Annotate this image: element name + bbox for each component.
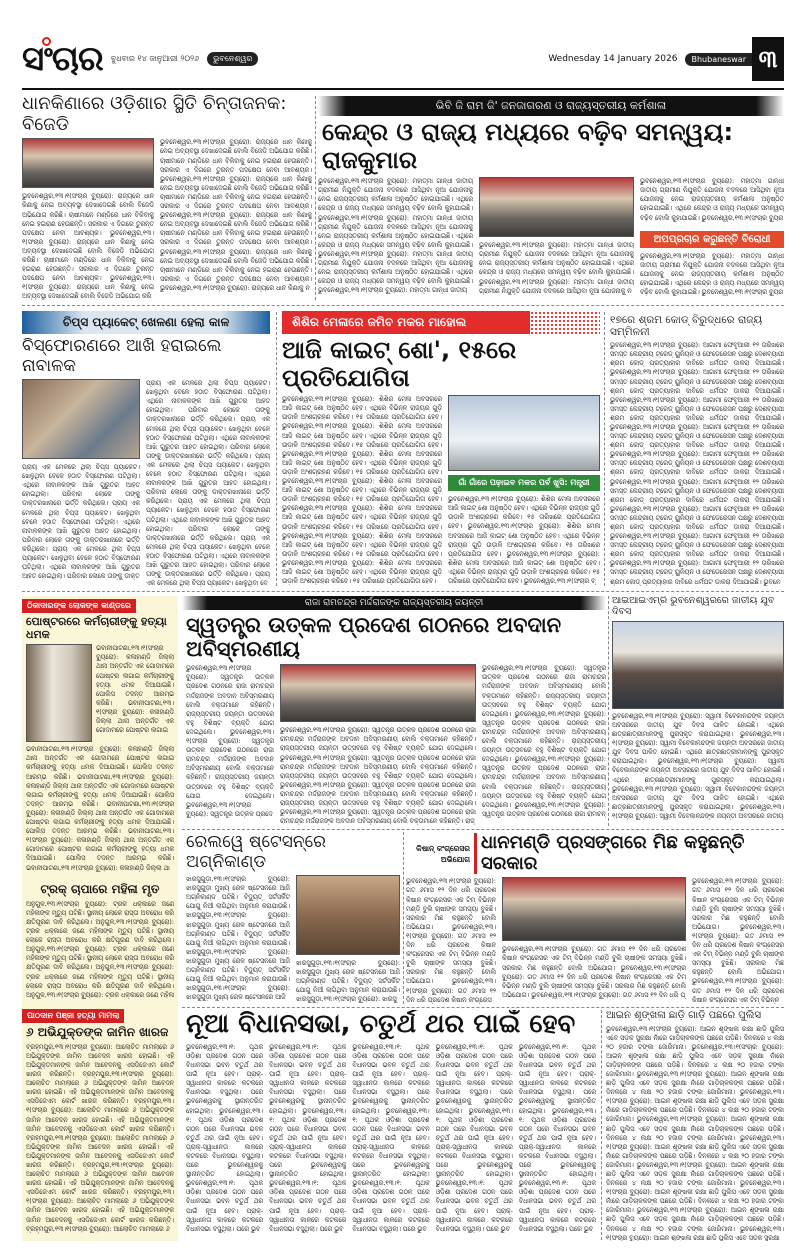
poster-photo-row	[26, 644, 174, 742]
column-divider	[315, 96, 316, 300]
body-assembly-2: ଭୁବନେଶ୍ୱର,୧୩।୧: ପୃଥକ ଓଡ଼ିଶା ପ୍ରଦେଶ ଗଠନ ପରେ ବିଧାନସଭା ଭବନ ଚତୁର୍ଥ ଥର ପାଇଁ ନୂଆ ହେବ। ପ୍ରାକ୍‌-ସ୍ୱାଧୀନତା କାଳରେ କଟକରେ ବିଧାନସଭା ବସୁଥିଲା। ପରେ ଭୁବନେଶ୍ୱରକୁ ସ୍ଥାନାନ୍ତରିତ ହୋଇଥିଲା। ଭୁବନେଶ୍ୱର,୧୩।୧: ପୃଥକ ଓଡ଼ିଶା ପ୍ରଦେଶ ଗଠନ ପରେ ବିଧାନସଭା ଭବନ ଚତୁର୍ଥ ଥର ପାଇଁ ନୂଆ ହେବ। ପ୍ରାକ୍‌-ସ୍ୱାଧୀନତା କାଳରେ କଟକରେ ବିଧାନସଭା ବସୁଥିଲା। ପରେ ଭୁବନେଶ୍ୱରକୁ ସ୍ଥାନାନ୍ତରିତ ହୋଇଥିଲା। ଭୁବନେଶ୍ୱର,୧୩।୧: ପୃଥକ ଓଡ଼ିଶା ପ୍ରଦେଶ ଗଠନ ପରେ ବିଧାନସଭା ଭବନ ଚତୁର୍ଥ ଥର ପାଇଁ ନୂଆ ହେବ। ପ୍ରାକ୍‌-ସ୍ୱାଧୀନତା କାଳରେ କଟକରେ ବିଧାନସଭା ବସୁଥିଲା। ପରେ ଭୁବ	[269, 1043, 347, 1233]
photo-kites	[448, 395, 600, 471]
bjd-col-1	[22, 138, 154, 300]
chips-col-1	[22, 379, 140, 587]
masthead-rule	[22, 88, 784, 90]
headline-bjd: ଧାନକିଣାରେ ଓଡ଼ିଶାର ସ୍ଥିତି ଚିନ୍ତାଜନକ: ବିଜେଡି	[22, 94, 287, 135]
kite-columns	[282, 395, 600, 587]
body-truck: ଅନୁଗୁଳ,୧୩।୧(ସଂଚାର ବ୍ୟୁରୋ): ଟ୍ରକ ଧକ୍କାରେ ଜଣେ ମହିଳାଙ୍କ ମୃତ୍ୟୁ ଘଟିଛି। ସ୍ଥାନୀୟ ଲୋକେ ରାସ୍ତା ଅବରୋଧ କରି କ୍ଷତିପୂରଣ ଦାବି କରିଥିଲେ। ଅନୁଗୁଳ,୧୩।୧(ସଂଚାର ବ୍ୟୁରୋ): ଟ୍ରକ ଧକ୍କାରେ ଜଣେ ମହିଳାଙ୍କ ମୃତ୍ୟୁ ଘଟିଛି। ସ୍ଥାନୀୟ ଲୋକେ ରାସ୍ତା ଅବରୋଧ କରି କ୍ଷତିପୂରଣ ଦାବି କରିଥିଲେ। ଅନୁଗୁଳ,୧୩।୧(ସଂଚାର ବ୍ୟୁରୋ): ଟ୍ରକ ଧକ୍କାରେ ଜଣେ ମହିଳାଙ୍କ ମୃତ୍ୟୁ ଘଟିଛି। ସ୍ଥାନୀୟ ଲୋକେ ରାସ୍ତା ଅବରୋଧ କରି କ୍ଷତିପୂରଣ ଦାବି କରିଥିଲେ। ଅନୁଗୁଳ,୧୩।୧(ସଂଚାର ବ୍ୟୁରୋ): ଟ୍ରକ ଧକ୍କାରେ ଜଣେ ମହିଳାଙ୍କ ମୃତ୍ୟୁ ଘଟିଛି। ସ୍ଥାନୀୟ ଲୋକେ ରାସ୍ତା ଅବରୋଧ କରି କ୍ଷତିପୂରଣ ଦାବି କରିଥିଲେ। ଅନୁଗୁଳ,୧୩।୧(ସଂଚାର ବ୍ୟୁରୋ): ଟ୍ରକ ଧକ୍କାରେ ଜଣେ ମହିଳା	[26, 900, 174, 999]
body-paddy-1: ଭୁବନେଶ୍ୱର,୧୩।୧(ସଂଚାର ବ୍ୟୁରୋ): ଗତ ୬ମାସ ୧୨ ଦିନ ଧରି ପ୍ରଦେଶ କିଷାନ କଂଗ୍ରେସର ଏକ ଟିମ୍ ବିଭିନ୍ନ ମଣ୍ଡି ବୁଲି ଚାଷୀଙ୍କ ସମସ୍ୟା ବୁଝିଛି। ସରକାର ମିଛ କହୁଛନ୍ତି ବୋଲି ଅଭିଯୋଗ। ଭୁବନେଶ୍ୱର,୧୩।୧(ସଂଚାର ବ୍ୟୁରୋ): ଗତ ୬ମାସ ୧୨ ଦିନ ଧରି ପ୍ରଦେଶ କିଷାନ କଂଗ୍ରେସର ଏକ ଟିମ୍ ବିଭିନ୍ନ ମଣ୍ଡି ବୁଲି ଚାଷୀଙ୍କ ସମସ୍ୟା ବୁଝିଛି। ସରକାର ମିଛ କହୁଛନ୍ତି ବୋଲି ଅଭିଯୋଗ। ଭୁବନେଶ୍ୱର,୧୩।୧(ସଂଚାର ବ୍ୟୁରୋ): ଗତ ୬ମାସ ୧୨ ଦିନ ଧରି ପ୍ରଦେଶ କିଷାନ କଂଗ୍ରେସ	[406, 878, 496, 1004]
column-divider	[276, 312, 277, 586]
article-mardaraj	[182, 596, 606, 826]
body-mardaraj-3: ଭୁବନେଶ୍ୱର,୧୩।୧(ସଂଚାର ବ୍ୟୁରୋ): ସ୍ୱତନ୍ତ୍ର ଉତ୍କଳ ପ୍ରଦେଶ ଗଠନରେ ରାଜା ରାମଚନ୍ଦ୍ର ମର୍ଦ୍ଦରାଜଙ୍କ ଅବଦାନ ଅବିସ୍ମରଣୀୟ ବୋଲି ବକ୍ତାମାନେ କହିଛନ୍ତି। ରାଜ୍ୟସ୍ତରୀୟ ଜୟନ୍ତୀ ଉତ୍ସବରେ ବହୁ ବିଶିଷ୍ଟ ବ୍ୟକ୍ତି ଯୋଗ ଦେଇଥିଲେ। ଭୁବନେଶ୍ୱର,୧୩।୧(ସଂଚାର ବ୍ୟୁରୋ): ସ୍ୱତନ୍ତ୍ର ଉତ୍କଳ ପ୍ରଦେଶ ଗଠନରେ ରାଜା ରାମଚନ୍ଦ୍ର ମର୍ଦ୍ଦରାଜଙ୍କ ଅବଦାନ ଅବିସ୍ମରଣୀୟ ବୋଲି ବକ୍ତାମାନେ କହିଛନ୍ତି। ରାଜ୍ୟସ୍ତରୀୟ ଜୟନ୍ତୀ ଉତ୍ସବରେ ବହୁ ବିଶିଷ୍ଟ ବ୍ୟକ୍ତି ଯୋଗ ଦେଇଥିଲେ। ଭୁବନେଶ୍ୱର,୧୩।୧(ସଂଚାର ବ୍ୟୁରୋ): ସ୍ୱତନ୍ତ୍ର ଉତ୍କଳ ପ୍ରଦେଶ ଗଠନରେ ରାଜା ରାମଚନ୍ଦ୍ର ମର୍ଦ୍ଦରାଜଙ୍କ ଅବଦାନ ଅବିସ୍ମରଣୀୟ ବୋଲି ବକ୍ତାମାନେ କହିଛନ୍ତି। ରାଜ୍ୟସ୍ତରୀୟ ଜୟନ୍ତୀ ଉତ୍ସବରେ ବହୁ ବିଶିଷ୍ଟ ବ୍ୟକ୍ତି ଯୋଗ ଦେଇଥିଲେ। ଭୁବନେଶ୍ୱର,୧୩।୧(ସଂଚାର ବ୍ୟୁରୋ): ସ୍ୱତନ୍ତ୍ର ଉତ୍କଳ ପ୍ରଦେଶ ଗଠନରେ ରାଜା ରାମଚନ୍ଦ୍ର ମର୍ଦ୍ଦରାଜଙ୍କ ଅବଦାନ ଅବିସ୍ମରଣୀୟ ବୋଲି ବକ୍ତାମାନେ କହିଛନ୍ତି। ରାଜ୍	[280, 727, 476, 826]
mardaraj-columns	[182, 664, 606, 826]
headline-chips: ବିସ୍ଫୋରଣରେ ଆଖି ହରାଇଲେ ନାବାଳକ	[22, 336, 222, 376]
mardaraj-col-2	[280, 664, 476, 826]
assembly-columns	[186, 1043, 596, 1241]
body-fire-1: ଝାରସୁଗୁଡ଼ା,୧୩।୧(ସଂଚାର ବ୍ୟୁରୋ): ଝାରସୁଗୁଡ଼ା ମୁଖ୍ୟ ରେଳ ଷ୍ଟେସନରେ ଆଜି ଅଗ୍ନିକାଣ୍ଡ ଘଟିଛି। ବିଦ୍ୟୁତ୍ ସର୍ଟସର୍କିଟ ଯୋଗୁ ନିଆଁ ଲାଗିଥିବା ଅନୁମାନ କରାଯାଉଛି। ଝାରସୁଗୁଡ଼ା,୧୩।୧(ସଂଚାର ବ୍ୟୁରୋ): ଝାରସୁଗୁଡ଼ା ମୁଖ୍ୟ ରେଳ ଷ୍ଟେସନରେ ଆଜି ଅଗ୍ନିକାଣ୍ଡ ଘଟିଛି। ବିଦ୍ୟୁତ୍ ସର୍ଟସର୍କିଟ ଯୋଗୁ ନିଆଁ ଲାଗିଥିବା ଅନୁମାନ କରାଯାଉଛି। ଝାରସୁଗୁଡ଼ା,୧୩।୧(ସଂଚାର ବ୍ୟୁରୋ): ଝାରସୁଗୁଡ଼ା ମୁଖ୍ୟ ରେଳ ଷ୍ଟେସନରେ ଆଜି ଅଗ୍ନିକାଣ୍ଡ ଘଟିଛି। ବିଦ୍ୟୁତ୍ ସର୍ଟସର୍କିଟ ଯୋଗୁ ନିଆଁ ଲାଗିଥିବା ଅନୁମାନ କରାଯାଉଛି। ଝାରସୁଗୁଡ଼ା,୧୩।୧(ସଂଚାର ବ୍ୟୁରୋ): ଝାରସୁଗୁଡ଼ା ମୁଖ୍ୟ ରେଳ ଷ୍ଟେସନରେ ଆଜି	[186, 876, 290, 1002]
body-bjd-top: ଭୁବନେଶ୍ୱର,୧୩।୧(ସଂଚାର ବ୍ୟୁରୋ): ରାଜ୍ୟରେ ଧାନ କିଣାକୁ ନେଇ ଅବ୍ୟବସ୍ଥା ଦେଖାଦେଇଛି ବୋଲି ବିଜେଡି ଅଭିଯୋଗ କରିଛି। ଚାଷୀମାନେ ମଣ୍ଡିରେ ଧାନ ବିକିବାକୁ ନେଇ ହଇରାଣ ହେଉଛନ୍ତି। ସରକାର ଏ ଦିଗରେ ତୁରନ୍ତ ପଦକ୍ଷେପ ନେବା ଆବଶ୍ୟକ। ଭୁବନେଶ୍ୱର,୧୩।୧(ସଂଚାର ବ୍ୟୁରୋ): ରାଜ୍ୟରେ ଧାନ କିଣାକୁ ନେଇ ଅବ୍ୟବସ୍ଥା ଦେଖାଦେଇଛି ବୋଲି ବିଜେଡି ଅଭିଯୋଗ କରିଛି। ଚାଷୀମାନେ ମଣ୍ଡିରେ ଧାନ ବିକିବାକୁ ନେଇ ହଇରାଣ ହେଉଛନ୍ତି। ସରକାର ଏ ଦିଗରେ ତୁରନ୍ତ ପଦକ୍ଷେପ ନେବା ଆବଶ୍ୟକ। ଭୁବନେଶ୍ୱର,୧୩।୧(ସଂଚାର ବ୍ୟୁରୋ): ରାଜ୍ୟରେ ଧାନ କିଣାକୁ ନେଇ ଅବ୍ୟବସ୍ଥା ଦେଖାଦେଇଛି ବୋଲି ବିଜେଡି ଅଭିଯୋଗ କରିଛି। ଚାଷୀମାନେ ମଣ୍ଡିରେ ଧାନ ବିକିବାକୁ ନେଇ ହଇରାଣ ହେଉଛନ୍ତି। ସରକାର ଏ ଦିଗରେ ତୁରନ୍ତ ପଦକ୍ଷେପ ନେବା ଆବଶ୍ୟକ। ଭୁବନେଶ୍ୱର,୧୩।୧(ସଂଚାର ବ୍ୟୁରୋ): ରାଜ୍ୟରେ ଧାନ କିଣାକୁ ନେଇ ଅବ୍ୟବସ୍ଥା ଦେଖାଦେଇଛି ବୋଲି ବିଜେଡି ଅଭିଯୋଗ କରିଛି। ଚାଷୀମାନେ ମଣ୍ଡିରେ ଧାନ ବିକିବାକୁ ନେଇ ହଇରାଣ ହେଉଛନ୍ତି। ସରକାର ଏ ଦିଗରେ ତୁରନ୍ତ ପଦକ୍ଷେପ ନେବା ଆବଶ୍ୟକ। ଭୁବନେଶ୍ୱର,୧୩।୧(ସଂଚାର ବ୍ୟୁରୋ): ରାଜ୍ୟରେ ଧାନ କିଣାକୁ ନ	[160, 139, 312, 292]
chips-col-2	[146, 379, 270, 587]
kicker-rajkumar: ଭିବି ଜି ରାମ ଜି' ଜନଜାଗରଣ ଓ ରାଜ୍ୟସ୍ତରୀୟ କର୍ମଶାଳା	[318, 96, 784, 116]
headline-mardaraj: ସ୍ୱତନ୍ତ୍ର ଉତ୍କଳ ପ୍ରଦେଶ ଗଠନରେ ଅବଦାନ ଅବିସ୍ମରଣୀୟ	[186, 613, 562, 662]
body-poster: ଭବାନୀପାଟଣା,୧୩।୧(ସଂଚାର ବ୍ୟୁରୋ): କଳାହାଣ୍ଡି ଜିଲ୍ଲା ଥାନା ଅନ୍ତର୍ଗତ ଏକ ଗୋଦାମରେ ପୋଷ୍ଟର ଲଗାଇ କର୍ମଚାରୀଙ୍କୁ ହତ୍ୟା ଧମକ ଦିଆଯାଇଛି। ପୋଲିସ ତଦନ୍ତ ଆରମ୍ଭ କରିଛି। ଭବାନୀପାଟଣା,୧୩।୧(ସଂଚାର ବ୍ୟୁରୋ): କଳାହାଣ୍ଡି ଜିଲ୍ଲା ଥାନା ଅନ୍ତର୍ଗତ ଏକ ଗୋଦାମରେ ପୋଷ୍ଟର ଲଗାଇ କର୍ମଚାରୀଙ୍କୁ ହତ୍ୟା ଧମକ ଦିଆଯାଇଛି। ପୋଲିସ ତଦନ୍ତ ଆରମ୍ଭ କରିଛି। ଭବାନୀପାଟଣା,୧୩।୧(ସଂଚାର ବ୍ୟୁରୋ): କଳାହାଣ୍ଡି ଜିଲ୍ଲା ଥାନା ଅନ୍ତର୍ଗତ ଏକ ଗୋଦାମରେ ପୋଷ୍ଟର ଲଗାଇ କର୍ମଚାରୀଙ୍କୁ ହତ୍ୟା ଧମକ ଦିଆଯାଇଛି। ପୋଲିସ ତଦନ୍ତ ଆରମ୍ଭ କରିଛି। ଭବାନୀପାଟଣା,୧୩।୧(ସଂଚାର ବ୍ୟୁରୋ): କଳାହାଣ୍ଡି ଜିଲ୍ଲା ଥାନା ଅନ୍ତର୍ଗତ ଏକ ଗୋଦାମରେ ପୋଷ୍ଟର ଲଗାଇ କର୍ମଚାରୀଙ୍କୁ ହତ୍ୟା ଧମକ ଦିଆଯାଇଛି। ପୋଲିସ ତଦନ୍ତ ଆରମ୍ଭ କରିଛି। ଭବାନୀପାଟଣା,୧୩।୧(ସଂଚାର ବ୍ୟୁରୋ): କଳାହାଣ୍ଡି ଜିଲ୍ଲା ଥା	[26, 746, 174, 872]
photo-station-fire	[296, 875, 400, 955]
date-english: Wednesday 14 January 2026	[548, 54, 678, 64]
column-divider	[403, 832, 404, 1004]
chips-columns	[22, 379, 270, 587]
body-rajkumar-1: ଭୁବନେଶ୍ୱର,୧୩।୧(ସଂଚାର ବ୍ୟୁରୋ): ମହାତ୍ମା ଗାନ୍ଧୀ ଜାତୀୟ ଗ୍ରାମୀଣ ନିଯୁକ୍ତି ଯୋଜନା ବଦଳରେ ଆସିଥିବା ନୂଆ ଯୋଜନାକୁ ନେଇ ରାଜ୍ୟସ୍ତରୀୟ କର୍ମଶାଳା ଅନୁଷ୍ଠିତ ହୋଇଯାଇଛି। ଏଥିରେ କେନ୍ଦ୍ର ଓ ରାଜ୍ୟ ମଧ୍ୟରେ ସମନ୍ୱୟ ବଢ଼ିବ ବୋଲି କୁହାଯାଇଛି। ଭୁବନେଶ୍ୱର,୧୩।୧(ସଂଚାର ବ୍ୟୁରୋ): ମହାତ୍ମା ଗାନ୍ଧୀ ଜାତୀୟ ଗ୍ରାମୀଣ ନିଯୁକ୍ତି ଯୋଜନା ବଦଳରେ ଆସିଥିବା ନୂଆ ଯୋଜନାକୁ ନେଇ ରାଜ୍ୟସ୍ତରୀୟ କର୍ମଶାଳା ଅନୁଷ୍ଠିତ ହୋଇଯାଇଛି। ଏଥିରେ କେନ୍ଦ୍ର ଓ ରାଜ୍ୟ ମଧ୍ୟରେ ସମନ୍ୱୟ ବଢ଼ିବ ବୋଲି କୁହାଯାଇଛି। ଭୁବନେଶ୍ୱର,୧୩।୧(ସଂଚାର ବ୍ୟୁରୋ): ମହାତ୍ମା ଗାନ୍ଧୀ ଜାତୀୟ ଗ୍ରାମୀଣ ନିଯୁକ୍ତି ଯୋଜନା ବଦଳରେ ଆସିଥିବା ନୂଆ ଯୋଜନାକୁ ନେଇ ରାଜ୍ୟସ୍ତରୀୟ କର୍ମଶାଳା ଅନୁଷ୍ଠିତ ହୋଇଯାଇଛି। ଏଥିରେ କେନ୍ଦ୍ର ଓ ରାଜ୍ୟ ମଧ୍ୟରେ ସମନ୍ୱୟ ବଢ଼ିବ ବୋଲି କୁହାଯାଇଛି। ଭୁବନେଶ୍ୱର,୧୩।୧(ସଂଚାର ବ୍ୟୁରୋ): ମହାତ୍ମା ଗାନ୍ଧୀ ଜାତୀୟ	[318, 178, 473, 295]
fire-columns	[186, 875, 400, 1005]
newspaper-logo	[22, 39, 103, 79]
article-chips	[22, 311, 270, 587]
body-labour: ଭୁବନେଶ୍ୱର,୧୩।୧(ସଂଚାର ବ୍ୟୁରୋ): ଆଗାମୀ ଫେବୃଆରୀ ୧୨ ତାରିଖରେ ସମସ୍ତ କେନ୍ଦ୍ରୀୟ ଟ୍ରେଡ୍ ୟୁନିୟନ ଓ ଫେଡେରେସନ ପକ୍ଷରୁ ଦେଶବ୍ୟାପୀ ଶ୍ରମ କୋଡ୍ ପ୍ରତ୍ୟାହାର ଦାବିରେ ଧର୍ମଘଟ ଡାକରା ଦିଆଯାଇଛି। ଭୁବନେଶ୍ୱର,୧୩।୧(ସଂଚାର ବ୍ୟୁରୋ): ଆଗାମୀ ଫେବୃଆରୀ ୧୨ ତାରିଖରେ ସମସ୍ତ କେନ୍ଦ୍ରୀୟ ଟ୍ରେଡ୍ ୟୁନିୟନ ଓ ଫେଡେରେସନ ପକ୍ଷରୁ ଦେଶବ୍ୟାପୀ ଶ୍ରମ କୋଡ୍ ପ୍ରତ୍ୟାହାର ଦାବିରେ ଧର୍ମଘଟ ଡାକରା ଦିଆଯାଇଛି। ଭୁବନେଶ୍ୱର,୧୩।୧(ସଂଚାର ବ୍ୟୁରୋ): ଆଗାମୀ ଫେବୃଆରୀ ୧୨ ତାରିଖରେ ସମସ୍ତ କେନ୍ଦ୍ରୀୟ ଟ୍ରେଡ୍ ୟୁନିୟନ ଓ ଫେଡେରେସନ ପକ୍ଷରୁ ଦେଶବ୍ୟାପୀ ଶ୍ରମ କୋଡ୍ ପ୍ରତ୍ୟାହାର ଦାବିରେ ଧର୍ମଘଟ ଡାକରା ଦିଆଯାଇଛି। ଭୁବନେଶ୍ୱର,୧୩।୧(ସଂଚାର ବ୍ୟୁରୋ): ଆଗାମୀ ଫେବୃଆରୀ ୧୨ ତାରିଖରେ ସମସ୍ତ କେନ୍ଦ୍ରୀୟ ଟ୍ରେଡ୍ ୟୁନିୟନ ଓ ଫେଡେରେସନ ପକ୍ଷରୁ ଦେଶବ୍ୟାପୀ ଶ୍ରମ କୋଡ୍ ପ୍ରତ୍ୟାହାର ଦାବିରେ ଧର୍ମଘଟ ଡାକରା ଦିଆଯାଇଛି। ଭୁବନେଶ୍ୱର,୧୩।୧(ସଂଚାର ବ୍ୟୁରୋ): ଆଗାମୀ ଫେବୃଆରୀ ୧୨ ତାରିଖରେ ସମସ୍ତ କେନ୍ଦ୍ରୀୟ ଟ୍ରେଡ୍ ୟୁନିୟନ ଓ ଫେଡେରେସନ ପକ୍ଷରୁ ଦେଶବ୍ୟାପୀ ଶ୍ରମ କୋଡ୍ ପ୍ରତ୍ୟାହାର ଦାବିରେ ଧର୍ମଘଟ ଡାକରା ଦିଆଯାଇଛି। ଭୁବନେଶ୍ୱର,୧୩।୧(ସଂଚାର ବ୍ୟୁରୋ): ଆଗାମୀ ଫେବୃଆରୀ ୧୨ ତାରିଖରେ ସମସ୍ତ କେନ୍ଦ୍ରୀୟ ଟ୍ରେଡ୍ ୟୁନିୟନ ଓ ଫେଡେରେସନ ପକ୍ଷରୁ ଦେଶବ୍ୟାପୀ ଶ୍ରମ କୋଡ୍ ପ୍ରତ୍ୟାହାର ଦାବିରେ ଧର୍ମଘଟ ଡାକରା ଦିଆଯାଇଛି। ଭୁବନେଶ୍ୱର,୧୩।୧(ସଂଚାର ବ୍ୟୁରୋ): ଆଗାମୀ ଫେବୃଆରୀ ୧୨ ତାରିଖରେ ସମସ୍ତ କେନ୍ଦ୍ରୀୟ ଟ୍ରେଡ୍ ୟୁନିୟନ ଓ ଫେଡେରେସନ ପକ୍ଷରୁ ଦେଶବ୍ୟାପୀ ଶ୍ରମ କୋଡ୍ ପ୍ରତ୍ୟାହାର ଦାବିରେ ଧର୍ମଘଟ ଡାକରା ଦିଆଯାଇଛି। ଭୁବନେଶ୍ୱର,୧୩।୧(ସଂଚାର ବ୍ୟୁରୋ): ଆଗାମୀ ଫେବୃଆରୀ ୧୨ ତାରିଖରେ ସମସ୍ତ କେନ୍ଦ୍ରୀୟ ଟ୍ରେଡ୍ ୟୁନିୟନ ଓ ଫେଡେରେସନ ପକ୍ଷରୁ ଦେଶବ୍ୟାପୀ ଶ୍ରମ କୋଡ୍ ପ୍ରତ୍ୟାହାର ଦାବିରେ ଧର୍ମଘଟ ଡାକରା ଦିଆଯାଇଛି। ଭୁବନେଶ୍ୱର,୧୩।୧(ସଂଚାର ବ୍ୟୁରୋ): ଆଗାମୀ ଫେବୃଆରୀ ୧୨ ତାରିଖରେ ସମସ୍ତ କେନ୍ଦ୍ରୀୟ ଟ୍ରେଡ୍ ୟୁନିୟନ ଓ ଫେଡେରେସନ ପକ୍ଷରୁ ଦେଶବ୍ୟାପୀ ଶ୍ରମ କୋଡ୍ ପ୍ରତ୍ୟାହାର ଦାବିରେ ଧର୍ମଘଟ ଡାକରା ଦିଆଯାଇଛି। ଭୁବନେ	[610, 342, 784, 586]
body-kite-1: ଭୁବନେଶ୍ୱର,୧୩।୧(ସଂଚାର ବ୍ୟୁରୋ): ଶିଶିର ମେଳା ଅବସରରେ ଆଜି କାଇଟ୍ ଶୋ ଅନୁଷ୍ଠିତ ହେବ। ଏଥିରେ ବିଭିନ୍ନ ରାଜ୍ୟର ଗୁଡ଼ି ଉଡ଼ାଳି ଅଂଶଗ୍ରହଣ କରିବେ। ୧୫ ତାରିଖରେ ପ୍ରତିଯୋଗିତା ହେବ। ଭୁବନେଶ୍ୱର,୧୩।୧(ସଂଚାର ବ୍ୟୁରୋ): ଶିଶିର ମେଳା ଅବସରରେ ଆଜି କାଇଟ୍ ଶୋ ଅନୁଷ୍ଠିତ ହେବ। ଏଥିରେ ବିଭିନ୍ନ ରାଜ୍ୟର ଗୁଡ଼ି ଉଡ଼ାଳି ଅଂଶଗ୍ରହଣ କରିବେ। ୧୫ ତାରିଖରେ ପ୍ରତିଯୋଗିତା ହେବ। ଭୁବନେଶ୍ୱର,୧୩।୧(ସଂଚାର ବ୍ୟୁରୋ): ଶିଶିର ମେଳା ଅବସରରେ ଆଜି କାଇଟ୍ ଶୋ ଅନୁଷ୍ଠିତ ହେବ। ଏଥିରେ ବିଭିନ୍ନ ରାଜ୍ୟର ଗୁଡ଼ି ଉଡ଼ାଳି ଅଂଶଗ୍ରହଣ କରିବେ। ୧୫ ତାରିଖରେ ପ୍ରତିଯୋଗିତା ହେବ। ଭୁବନେଶ୍ୱର,୧୩।୧(ସଂଚାର ବ୍ୟୁରୋ): ଶିଶିର ମେଳା ଅବସରରେ ଆଜି କାଇଟ୍ ଶୋ ଅନୁଷ୍ଠିତ ହେବ। ଏଥିରେ ବିଭିନ୍ନ ରାଜ୍ୟର ଗୁଡ଼ି ଉଡ଼ାଳି ଅଂଶଗ୍ରହଣ କରିବେ। ୧୫ ତାରିଖରେ ପ୍ରତିଯୋଗିତା ହେବ। ଭୁବନେଶ୍ୱର,୧୩।୧(ସଂଚାର ବ୍ୟୁରୋ): ଶିଶିର ମେଳା ଅବସରରେ ଆଜି କାଇଟ୍ ଶୋ ଅନୁଷ୍ଠିତ ହେବ। ଏଥିରେ ବିଭିନ୍ନ ରାଜ୍ୟର ଗୁଡ଼ି ଉଡ଼ାଳି ଅଂଶଗ୍ରହଣ କରିବେ। ୧୫ ତାରିଖରେ ପ୍ରତିଯୋଗିତା ହେବ। ଭୁବନେଶ୍ୱର,୧୩।୧(ସଂଚାର ବ୍ୟୁରୋ): ଶିଶିର ମେଳା ଅବସରରେ ଆଜି କାଇଟ୍ ଶୋ ଅନୁଷ୍ଠିତ ହେବ। ଏଥିରେ ବିଭିନ୍ନ ରାଜ୍ୟର ଗୁଡ଼ି ଉଡ଼ାଳି ଅଂଶଗ୍ରହଣ କରିବେ। ୧୫ ତାରିଖରେ ପ୍ରତିଯୋଗିତା ହେବ। ଭୁବନେଶ୍ୱର,୧୩।୧(ସଂଚାର ବ୍ୟୁରୋ): ଶିଶିର ମେଳା ଅବସରରେ ଆଜି କାଇଟ୍ ଶୋ ଅନୁଷ୍ଠିତ ହେବ। ଏଥିରେ ବିଭିନ୍ନ ରାଜ୍ୟର ଗୁଡ଼ି ଉଡ଼ାଳି ଅଂଶଗ୍ରହଣ କରିବେ। ୧୫ ତାରିଖରେ ପ୍ରତିଯୋଗିତା ହେବ।	[282, 396, 442, 586]
tag-bar	[474, 833, 477, 874]
article-fire	[186, 833, 400, 1005]
article-poster	[22, 596, 178, 880]
headline-assembly: ନୂଆ ବିଧାନସଭା, ଚତୁର୍ଥ ଥର ପାଇଁ ହେବ	[186, 1010, 576, 1039]
body-iim: ଭୁବନେଶ୍ୱର,୧୩।୧(ସଂଚାର ବ୍ୟୁରୋ): ସ୍ୱାମୀ ବିବେକାନନ୍ଦଙ୍କ ଜୟନ୍ତୀ ଅବସରରେ ଜାତୀୟ ଯୁବ ଦିବସ ପାଳିତ ହୋଇଛି। ଏଥିରେ ଛାତ୍ରଛାତ୍ରୀମାନଙ୍କୁ ପୁରସ୍କୃତ କରାଯାଇଥିଲା। ଭୁବନେଶ୍ୱର,୧୩।୧(ସଂଚାର ବ୍ୟୁରୋ): ସ୍ୱାମୀ ବିବେକାନନ୍ଦଙ୍କ ଜୟନ୍ତୀ ଅବସରରେ ଜାତୀୟ ଯୁବ ଦିବସ ପାଳିତ ହୋଇଛି। ଏଥିରେ ଛାତ୍ରଛାତ୍ରୀମାନଙ୍କୁ ପୁରସ୍କୃତ କରାଯାଇଥିଲା। ଭୁବନେଶ୍ୱର,୧୩।୧(ସଂଚାର ବ୍ୟୁରୋ): ସ୍ୱାମୀ ବିବେକାନନ୍ଦଙ୍କ ଜୟନ୍ତୀ ଅବସରରେ ଜାତୀୟ ଯୁବ ଦିବସ ପାଳିତ ହୋଇଛି। ଏଥିରେ ଛାତ୍ରଛାତ୍ରୀମାନଙ୍କୁ ପୁରସ୍କୃତ କରାଯାଇଥିଲା। ଭୁବନେଶ୍ୱର,୧୩।୧(ସଂଚାର ବ୍ୟୁରୋ): ସ୍ୱାମୀ ବିବେକାନନ୍ଦଙ୍କ ଜୟନ୍ତୀ ଅବସରରେ ଜାତୀୟ ଯୁବ ଦିବସ ପାଳିତ ହୋଇଛି। ଏଥିରେ ଛାତ୍ରଛାତ୍ରୀମାନଙ୍କୁ ପୁରସ୍କୃତ କରାଯାଇଥିଲା। ଭୁବନେଶ୍ୱର,୧୩।୧(ସଂଚାର ବ୍ୟୁରୋ): ସ୍ୱାମୀ ବିବେକାନନ୍ଦଙ୍କ ଜୟନ୍ତୀ ଅବସରରେ ଜାତୀୟ	[612, 712, 784, 820]
body-rajkumar-2: ଭୁବନେଶ୍ୱର,୧୩।୧(ସଂଚାର ବ୍ୟୁରୋ): ମହାତ୍ମା ଗାନ୍ଧୀ ଜାତୀୟ ଗ୍ରାମୀଣ ନିଯୁକ୍ତି ଯୋଜନା ବଦଳରେ ଆସିଥିବା ନୂଆ ଯୋଜନାକୁ ନେଇ ରାଜ୍ୟସ୍ତରୀୟ କର୍ମଶାଳା ଅନୁଷ୍ଠିତ ହୋଇଯାଇଛି। ଏଥିରେ କେନ୍ଦ୍ର ଓ ରାଜ୍ୟ ମଧ୍ୟରେ ସମନ୍ୱୟ ବଢ଼ିବ ବୋଲି କୁହାଯାଇଛି। ଭୁବନେଶ୍ୱର,୧୩।୧(ସଂଚାର ବ୍ୟୁରୋ): ମହାତ୍ମା ଗାନ୍ଧୀ ଜାତୀୟ ଗ୍ରାମୀଣ ନିଯୁକ୍ତି ଯୋଜନା ବଦଳରେ ଆସିଥିବା ନୂଆ ଯୋଜନାକୁ ନ	[479, 242, 634, 295]
kicker-dot-pattern	[530, 311, 600, 334]
kicker-kite: ଶିଶିର ମେଳାରେ ଜମିବ ମକର ମାହୋଲ	[282, 311, 530, 334]
rajkumar-col-3	[640, 177, 784, 302]
fire-col-2	[296, 875, 400, 1005]
article-bjd	[22, 94, 312, 300]
body-poster-top: ଭବାନୀପାଟଣା,୧୩।୧(ସଂଚାର ବ୍ୟୁରୋ): କଳାହାଣ୍ଡି ଜିଲ୍ଲା ଥାନା ଅନ୍ତର୍ଗତ ଏକ ଗୋଦାମରେ ପୋଷ୍ଟର ଲଗାଇ କର୍ମଚାରୀଙ୍କୁ ହତ୍ୟା ଧମକ ଦିଆଯାଇଛି। ପୋଲିସ ତଦନ୍ତ ଆରମ୍ଭ କରିଛି। ଭବାନୀପାଟଣା,୧୩।୧(ସଂଚାର ବ୍ୟୁରୋ): କଳାହାଣ୍ଡି ଜିଲ୍ଲା ଥାନା ଅନ୍ତର୍ଗତ ଏକ ଗୋଦାମରେ ପୋଷ୍ଟର ଲଗାଇ	[96, 645, 174, 735]
body-fire-2: ଝାରସୁଗୁଡ଼ା,୧୩।୧(ସଂଚାର ବ୍ୟୁରୋ): ଝାରସୁଗୁଡ଼ା ମୁଖ୍ୟ ରେଳ ଷ୍ଟେସନରେ ଆଜି ଅଗ୍ନିକାଣ୍ଡ ଘଟିଛି। ବିଦ୍ୟୁତ୍ ସର୍ଟସର୍କିଟ ଯୋଗୁ ନିଆଁ ଲାଗିଥିବା ଅନୁମାନ କରାଯାଉଛି। ଝାରସୁଗୁଡ଼ା,୧୩।୧(ସଂଚାର ବ୍ୟୁରୋ): ଝାରସୁ	[296, 960, 400, 1004]
body-mardaraj-1: ଭୁବନେଶ୍ୱର,୧୩।୧(ସଂଚାର ବ୍ୟୁରୋ): ସ୍ୱତନ୍ତ୍ର ଉତ୍କଳ ପ୍ରଦେଶ ଗଠନରେ ରାଜା ରାମଚନ୍ଦ୍ର ମର୍ଦ୍ଦରାଜଙ୍କ ଅବଦାନ ଅବିସ୍ମରଣୀୟ ବୋଲି ବକ୍ତାମାନେ କହିଛନ୍ତି। ରାଜ୍ୟସ୍ତରୀୟ ଜୟନ୍ତୀ ଉତ୍ସବରେ ବହୁ ବିଶିଷ୍ଟ ବ୍ୟକ୍ତି ଯୋଗ ଦେଇଥିଲେ। ଭୁବନେଶ୍ୱର,୧୩।୧(ସଂଚାର ବ୍ୟୁରୋ): ସ୍ୱତନ୍ତ୍ର ଉତ୍କଳ ପ୍ରଦେଶ ଗଠନରେ ରାଜା ରାମଚନ୍ଦ୍ର ମର୍ଦ୍ଦରାଜଙ୍କ ଅବଦାନ ଅବିସ୍ମରଣୀୟ ବୋଲି ବକ୍ତାମାନେ କହିଛନ୍ତି। ରାଜ୍ୟସ୍ତରୀୟ ଜୟନ୍ତୀ ଉତ୍ସବରେ ବହୁ ବିଶିଷ୍ଟ ବ୍ୟକ୍ତି ଯୋଗ ଦେଇଥିଲେ। ଭୁବନେଶ୍ୱର,୧୩।୧(ସଂଚାର ବ୍ୟୁରୋ): ସ୍ୱତନ୍ତ୍ର ଉତ୍କଳ ପ୍ରଦେ	[186, 665, 274, 818]
headline-paddy: ଧାନମଣ୍ଡି ପ୍ରସଙ୍ଗରେ ମିଛ କହୁଛନ୍ତି ସରକାର	[481, 833, 745, 874]
kite-kicker-row	[282, 311, 600, 334]
city-english-badge: Bhubaneswar	[685, 53, 752, 66]
headline-iim: ଆଇଆଇଏମ୍‌ରି ଭୁବନେଶ୍ୱରରେ ଜାତୀୟ ଯୁବ ଦିବସ	[612, 596, 775, 617]
article-truck	[22, 880, 178, 1006]
section-divider	[182, 829, 784, 830]
headline-fire: ରେଲୱେ ଷ୍ଟେସନ୍‌ରେ ଅଗ୍ନିକାଣ୍ଡ	[186, 833, 326, 872]
column-divider	[601, 1010, 602, 1240]
headline-poster: ପୋଷ୍ଟରରେ କର୍ମଚାରୀଙ୍କୁ ହତ୍ୟା ଧମକ	[26, 615, 167, 641]
body-paddy-3: ଭୁବନେଶ୍ୱର,୧୩।୧(ସଂଚାର ବ୍ୟୁରୋ): ଗତ ୬ମାସ ୧୨ ଦିନ ଧରି ପ୍ରଦେଶ କିଷାନ କଂଗ୍ରେସର ଏକ ଟିମ୍ ବିଭିନ୍ନ ମଣ୍ଡି ବୁଲି ଚାଷୀଙ୍କ ସମସ୍ୟା ବୁଝିଛି। ସରକାର ମିଛ କହୁଛନ୍ତି ବୋଲି ଅଭିଯୋଗ। ଭୁବନେଶ୍ୱର,୧୩।୧(ସଂଚାର ବ୍ୟୁରୋ): ଗତ ୬ମାସ ୧୨ ଦିନ ଧରି ପ୍ରଦେଶ କିଷାନ କଂଗ୍ରେସର ଏକ ଟିମ୍ ବିଭିନ୍ନ ମଣ୍ଡି ବୁଲି ଚାଷୀଙ୍କ ସମସ୍ୟା ବୁଝିଛି। ସରକାର ମିଛ କହୁଛନ୍ତି ବୋଲି ଅଭିଯୋଗ। ଭୁବନେଶ୍ୱର,୧୩।୧(ସଂଚାର ବ୍ୟୁରୋ): ଗତ ୬ମାସ ୧୨ ଦିନ ଧରି ପ୍ରଦେଶ କିଷାନ କଂଗ୍ରେସର ଏକ ଟିମ୍ ବିଭିନ୍ନ	[692, 878, 784, 1004]
kite-col-2	[448, 395, 600, 587]
headline-bail: ୬ ଅଭିଯୁକ୍ତଙ୍କ ଜାମିନ ଖାରଜ	[26, 1025, 169, 1039]
article-kite	[282, 311, 600, 587]
body-chips-top: ପ୍ରାୟ ଏକ ମେଳରେ ଥିଲା ଚିପ୍ସ ପ୍ୟାକେଟ। ଖେଳୁଥିବା ବେଳେ ହଠାତ ବିସ୍ଫୋରଣ ଘଟିଥିଲା। ଏଥିରେ ନାବାଳକଙ୍କ ଆଖି ଗୁରୁତର ଆହତ ହୋଇଥିଲା। ପରିବାର ଲୋକେ ତାଙ୍କୁ ଡାକ୍ତରଖାନାରେ ଭର୍ତ୍ତି କରିଥିଲେ। ପ୍ରାୟ ଏକ ମେଳରେ ଥିଲା ଚିପ୍ସ ପ୍ୟାକେଟ। ଖେଳୁଥିବା ବେଳେ ହଠାତ ବିସ୍ଫୋରଣ ଘଟିଥିଲା। ଏଥିରେ ନାବାଳକଙ୍କ ଆଖି ଗୁରୁତର ଆହତ ହୋଇଥିଲା। ପରିବାର ଲୋକେ ତାଙ୍କୁ ଡାକ୍ତରଖାନାରେ ଭର୍ତ୍ତି କରିଥିଲେ। ପ୍ରାୟ ଏକ ମେଳରେ ଥିଲା ଚିପ୍ସ ପ୍ୟାକେଟ। ଖେଳୁଥିବା ବେଳେ ହଠାତ ବିସ୍ଫୋରଣ ଘଟିଥିଲା। ଏଥିରେ ନାବାଳକଙ୍କ ଆଖି ଗୁରୁତର ଆହତ ହୋଇଥିଲା। ପରିବାର ଲୋକେ ତାଙ୍କୁ ଡାକ୍ତରଖାନାରେ ଭର୍ତ୍ତି କରିଥିଲେ। ପ୍ରାୟ ଏକ ମେଳରେ ଥିଲା ଚିପ୍ସ ପ୍ୟାକେଟ। ଖେଳୁଥିବା ବେଳେ ହଠାତ ବିସ୍ଫୋରଣ ଘଟିଥିଲା। ଏଥିରେ ନାବାଳକଙ୍କ ଆଖି ଗୁରୁତର ଆହତ ହୋଇଥିଲା। ପରିବାର ଲୋକେ ତାଙ୍କୁ ଡାକ୍ତରଖାନାରେ ଭର୍ତ୍ତି କରିଥିଲେ। ପ୍ରାୟ ଏକ ମେଳରେ ଥିଲା ଚିପ୍ସ ପ୍ୟାକେଟ। ଖେଳୁଥିବା ବେଳେ ହଠାତ ବିସ୍ଫୋରଣ ଘଟିଥିଲା। ଏଥିରେ ନାବାଳକଙ୍କ ଆଖି ଗୁରୁତର ଆହତ ହୋଇଥିଲା। ପରିବାର ଲୋକେ ତାଙ୍କୁ ଡାକ୍ତରଖାନାରେ ଭର୍ତ୍ତି କରିଥିଲେ। ପ୍ରାୟ ଏକ ମେଳରେ ଥିଲା ଚିପ୍ସ ପ୍ୟାକେଟ। ଖେଳୁଥିବା ବେ	[146, 380, 270, 587]
body-assembly-5: ଭୁବନେଶ୍ୱର,୧୩।୧: ପୃଥକ ଓଡ଼ିଶା ପ୍ରଦେଶ ଗଠନ ପରେ ବିଧାନସଭା ଭବନ ଚତୁର୍ଥ ଥର ପାଇଁ ନୂଆ ହେବ। ପ୍ରାକ୍‌-ସ୍ୱାଧୀନତା କାଳରେ କଟକରେ ବିଧାନସଭା ବସୁଥିଲା। ପରେ ଭୁବନେଶ୍ୱରକୁ ସ୍ଥାନାନ୍ତରିତ ହୋଇଥିଲା। ଭୁବନେଶ୍ୱର,୧୩।୧: ପୃଥକ ଓଡ଼ିଶା ପ୍ରଦେଶ ଗଠନ ପରେ ବିଧାନସଭା ଭବନ ଚତୁର୍ଥ ଥର ପାଇଁ ନୂଆ ହେବ। ପ୍ରାକ୍‌-ସ୍ୱାଧୀନତା କାଳରେ କଟକରେ ବିଧାନସଭା ବସୁଥିଲା। ପରେ ଭୁବନେଶ୍ୱରକୁ ସ୍ଥାନାନ୍ତରିତ ହୋଇଥିଲା। ଭୁବନେଶ୍ୱର,୧୩।୧: ପୃଥକ ଓଡ଼ିଶା ପ୍ରଦେଶ ଗଠନ ପରେ ବିଧାନସଭା ଭବନ ଚତୁର୍ଥ ଥର ପାଇଁ ନୂଆ ହେବ। ପ୍ରାକ୍‌-ସ୍ୱାଧୀନତା କାଳରେ କଟକରେ ବିଧାନସଭା ବସୁଥିଲା। ପରେ ଭୁବ	[518, 1043, 596, 1233]
subhead-opposition: ଅପପ୍ରଚାର କରୁଛନ୍ତି ବିରୋଧୀ	[640, 231, 784, 248]
rajkumar-col-1	[318, 177, 473, 302]
bjd-columns	[22, 138, 312, 300]
rajkumar-columns	[318, 177, 784, 302]
body-chips: ପ୍ରାୟ ଏକ ମେଳରେ ଥିଲା ଚିପ୍ସ ପ୍ୟାକେଟ। ଖେଳୁଥିବା ବେଳେ ହଠାତ ବିସ୍ଫୋରଣ ଘଟିଥିଲା। ଏଥିରେ ନାବାଳକଙ୍କ ଆଖି ଗୁରୁତର ଆହତ ହୋଇଥିଲା। ପରିବାର ଲୋକେ ତାଙ୍କୁ ଡାକ୍ତରଖାନାରେ ଭର୍ତ୍ତି କରିଥିଲେ। ପ୍ରାୟ ଏକ ମେଳରେ ଥିଲା ଚିପ୍ସ ପ୍ୟାକେଟ। ଖେଳୁଥିବା ବେଳେ ହଠାତ ବିସ୍ଫୋରଣ ଘଟିଥିଲା। ଏଥିରେ ନାବାଳକଙ୍କ ଆଖି ଗୁରୁତର ଆହତ ହୋଇଥିଲା। ପରିବାର ଲୋକେ ତାଙ୍କୁ ଡାକ୍ତରଖାନାରେ ଭର୍ତ୍ତି କରିଥିଲେ। ପ୍ରାୟ ଏକ ମେଳରେ ଥିଲା ଚିପ୍ସ ପ୍ୟାକେଟ। ଖେଳୁଥିବା ବେଳେ ହଠାତ ବିସ୍ଫୋରଣ ଘଟିଥିଲା। ଏଥିରେ ନାବାଳକଙ୍କ ଆଖି ଗୁରୁତର ଆହତ ହୋଇଥିଲା। ପରିବାର ଲୋକେ ତାଙ୍କୁ ଡାକ୍ତ	[22, 464, 140, 581]
mardaraj-col-1	[186, 664, 274, 826]
masthead	[22, 32, 784, 86]
section-divider	[22, 591, 784, 592]
assembly-col	[436, 1043, 513, 1241]
column-divider	[604, 312, 605, 586]
photo-jayanti	[280, 664, 476, 722]
article-bail	[22, 1006, 178, 1241]
paddy-col-1	[406, 877, 496, 1005]
logo-dot-icon	[42, 37, 51, 46]
paddy-col-2	[502, 877, 686, 1005]
rajkumar-col-2	[479, 177, 634, 302]
article-iim	[612, 596, 784, 826]
paddy-columns	[406, 877, 784, 1005]
body-paddy-2: ଭୁବନେଶ୍ୱର,୧୩।୧(ସଂଚାର ବ୍ୟୁରୋ): ଗତ ୬ମାସ ୧୨ ଦିନ ଧରି ପ୍ରଦେଶ କିଷାନ କଂଗ୍ରେସର ଏକ ଟିମ୍ ବିଭିନ୍ନ ମଣ୍ଡି ବୁଲି ଚାଷୀଙ୍କ ସମସ୍ୟା ବୁଝିଛି। ସରକାର ମିଛ କହୁଛନ୍ତି ବୋଲି ଅଭିଯୋଗ। ଭୁବନେଶ୍ୱର,୧୩।୧(ସଂଚାର ବ୍ୟୁରୋ): ଗତ ୬ମାସ ୧୨ ଦିନ ଧରି ପ୍ରଦେଶ କିଷାନ କଂଗ୍ରେସର ଏକ ଟିମ୍ ବିଭିନ୍ନ ମଣ୍ଡି ବୁଲି ଚାଷୀଙ୍କ ସମସ୍ୟା ବୁଝିଛି। ସରକାର ମିଛ କହୁଛନ୍ତି ବୋଲି ଅଭିଯୋଗ। ଭୁବନେଶ୍ୱର,୧୩।୧(ସଂଚାର ବ୍ୟୁରୋ): ଗତ ୬ମାସ ୧୨ ଦିନ ଧରି ପ୍	[502, 946, 686, 999]
column-divider	[608, 596, 609, 826]
body-kite-2: ଭୁବନେଶ୍ୱର,୧୩।୧(ସଂଚାର ବ୍ୟୁରୋ): ଶିଶିର ମେଳା ଅବସରରେ ଆଜି କାଇଟ୍ ଶୋ ଅନୁଷ୍ଠିତ ହେବ। ଏଥିରେ ବିଭିନ୍ନ ରାଜ୍ୟର ଗୁଡ଼ି ଉଡ଼ାଳି ଅଂଶଗ୍ରହଣ କରିବେ। ୧୫ ତାରିଖରେ ପ୍ରତିଯୋଗିତା ହେବ। ଭୁବନେଶ୍ୱର,୧୩।୧(ସଂଚାର ବ୍ୟୁରୋ): ଶିଶିର ମେଳା ଅବସରରେ ଆଜି କାଇଟ୍ ଶୋ ଅନୁଷ୍ଠିତ ହେବ। ଏଥିରେ ବିଭିନ୍ନ ରାଜ୍ୟର ଗୁଡ଼ି ଉଡ଼ାଳି ଅଂଶଗ୍ରହଣ କରିବେ। ୧୫ ତାରିଖରେ ପ୍ରତିଯୋଗିତା ହେବ। ଭୁବନେଶ୍ୱର,୧୩।୧(ସଂଚାର ବ୍ୟୁରୋ): ଶିଶିର ମେଳା ଅବସରରେ ଆଜି କାଇଟ୍ ଶୋ ଅନୁଷ୍ଠିତ ହେବ। ଏଥିରେ ବିଭିନ୍ନ ରାଜ୍ୟର ଗୁଡ଼ି ଉଡ଼ାଳି ଅଂଶଗ୍ରହଣ କରିବେ। ୧୫ ତାରିଖରେ ପ୍ରତିଯୋଗିତା ହେବ। ଭୁବନେଶ୍ୱର,୧୩।୧(ସଂଚାର ବ୍	[448, 496, 600, 586]
body-assembly-4: ଭୁବନେଶ୍ୱର,୧୩।୧: ପୃଥକ ଓଡ଼ିଶା ପ୍ରଦେଶ ଗଠନ ପରେ ବିଧାନସଭା ଭବନ ଚତୁର୍ଥ ଥର ପାଇଁ ନୂଆ ହେବ। ପ୍ରାକ୍‌-ସ୍ୱାଧୀନତା କାଳରେ କଟକରେ ବିଧାନସଭା ବସୁଥିଲା। ପରେ ଭୁବନେଶ୍ୱରକୁ ସ୍ଥାନାନ୍ତରିତ ହୋଇଥିଲା। ଭୁବନେଶ୍ୱର,୧୩।୧: ପୃଥକ ଓଡ଼ିଶା ପ୍ରଦେଶ ଗଠନ ପରେ ବିଧାନସଭା ଭବନ ଚତୁର୍ଥ ଥର ପାଇଁ ନୂଆ ହେବ। ପ୍ରାକ୍‌-ସ୍ୱାଧୀନତା କାଳରେ କଟକରେ ବିଧାନସଭା ବସୁଥିଲା। ପରେ ଭୁବନେଶ୍ୱରକୁ ସ୍ଥାନାନ୍ତରିତ ହୋଇଥିଲା। ଭୁବନେଶ୍ୱର,୧୩।୧: ପୃଥକ ଓଡ଼ିଶା ପ୍ରଦେଶ ଗଠନ ପରେ ବିଧାନସଭା ଭବନ ଚତୁର୍ଥ ଥର ପାଇଁ ନୂଆ ହେବ। ପ୍ରାକ୍‌-ସ୍ୱାଧୀନତା କାଳରେ କଟକରେ ବିଧାନସଭା ବସୁଥିଲା। ପରେ ଭୁବ	[435, 1043, 513, 1233]
mardaraj-col-3	[482, 664, 606, 826]
body-police: ଭୁବନେଶ୍ୱର,୧୩।୧(ସଂଚାର ବ୍ୟୁରୋ): ଆଇନ ଶୃଙ୍ଖଳା ରକ୍ଷା ଛାଡ଼ି ପୁଲିସ ଏବେ ସଡ଼କ ସୁରକ୍ଷା ନାଁରେ ଗାଡ଼ିଚାଳକଙ୍କ ପଛରେ ପଡ଼ିଛି। ଦିନକରେ ୪ ଲକ୍ଷ ୨୦ ହଜାର ଟଙ୍କା ଜୋରିମାନା। ଭୁବନେଶ୍ୱର,୧୩।୧(ସଂଚାର ବ୍ୟୁରୋ): ଆଇନ ଶୃଙ୍ଖଳା ରକ୍ଷା ଛାଡ଼ି ପୁଲିସ ଏବେ ସଡ଼କ ସୁରକ୍ଷା ନାଁରେ ଗାଡ଼ିଚାଳକଙ୍କ ପଛରେ ପଡ଼ିଛି। ଦିନକରେ ୪ ଲକ୍ଷ ୨୦ ହଜାର ଟଙ୍କା ଜୋରିମାନା। ଭୁବନେଶ୍ୱର,୧୩।୧(ସଂଚାର ବ୍ୟୁରୋ): ଆଇନ ଶୃଙ୍ଖଳା ରକ୍ଷା ଛାଡ଼ି ପୁଲିସ ଏବେ ସଡ଼କ ସୁରକ୍ଷା ନାଁରେ ଗାଡ଼ିଚାଳକଙ୍କ ପଛରେ ପଡ଼ିଛି। ଦିନକରେ ୪ ଲକ୍ଷ ୨୦ ହଜାର ଟଙ୍କା ଜୋରିମାନା। ଭୁବନେଶ୍ୱର,୧୩।୧(ସଂଚାର ବ୍ୟୁରୋ): ଆଇନ ଶୃଙ୍ଖଳା ରକ୍ଷା ଛାଡ଼ି ପୁଲିସ ଏବେ ସଡ଼କ ସୁରକ୍ଷା ନାଁରେ ଗାଡ଼ିଚାଳକଙ୍କ ପଛରେ ପଡ଼ିଛି। ଦିନକରେ ୪ ଲକ୍ଷ ୨୦ ହଜାର ଟଙ୍କା ଜୋରିମାନା। ଭୁବନେଶ୍ୱର,୧୩।୧(ସଂଚାର ବ୍ୟୁରୋ): ଆଇନ ଶୃଙ୍ଖଳା ରକ୍ଷା ଛାଡ଼ି ପୁଲିସ ଏବେ ସଡ଼କ ସୁରକ୍ଷା ନାଁରେ ଗାଡ଼ିଚାଳକଙ୍କ ପଛରେ ପଡ଼ିଛି। ଦିନକରେ ୪ ଲକ୍ଷ ୨୦ ହଜାର ଟଙ୍କା ଜୋରିମାନା। ଭୁବନେଶ୍ୱର,୧୩।୧(ସଂଚାର ବ୍ୟୁରୋ): ଆଇନ ଶୃଙ୍ଖଳା ରକ୍ଷା ଛାଡ଼ି ପୁଲିସ ଏବେ ସଡ଼କ ସୁରକ୍ଷା ନାଁରେ ଗାଡ଼ିଚାଳକଙ୍କ ପଛରେ ପଡ଼ିଛି। ଦିନକରେ ୪ ଲକ୍ଷ ୨୦ ହଜାର ଟଙ୍କା ଜୋରିମାନା। ଭୁବନେଶ୍ୱର,୧୩।୧(ସଂଚାର ବ୍ୟୁରୋ): ଆଇନ ଶୃଙ୍ଖଳା ରକ୍ଷା ଛାଡ଼ି ପୁଲିସ ଏବେ ସଡ଼କ ସୁରକ୍ଷା ନାଁରେ ଗାଡ଼ିଚାଳକଙ୍କ ପଛରେ ପଡ଼ିଛି। ଦିନକରେ ୪ ଲକ୍ଷ ୨୦ ହଜାର ଟଙ୍କା ଜୋରିମାନା। ଭୁବନେଶ୍ୱର,୧୩।୧(ସଂଚାର ବ୍ୟୁରୋ): ଆଇନ ଶୃଙ୍ଖଳା ରକ୍ଷା ଛାଡ଼ି ପୁଲିସ ଏବେ ସଡ଼କ ସୁରକ୍ଷା ନାଁରେ ଗାଡ଼ିଚାଳକଙ୍କ ପଛରେ ପଡ଼ିଛି। ଦିନକରେ ୪ ଲକ୍ଷ ୨୦ ହଜାର ଟଙ୍କା ଜୋରିମାନା। ଭୁବନେଶ୍ୱର,୧୩।୧(ସଂଚାର ବ୍ୟୁରୋ): ଆଇନ ଶୃଙ୍ଖଳା ରକ୍ଷା ଛାଡ଼ି ପୁଲିସ ଏବେ ସଡ଼କ ସୁରକ୍ଷା ନାଁରେ ଗାଡ଼ିଚାଳକଙ୍କ ପଛରେ ପଡ଼ିଛି। ଦିନକରେ ୪ ଲକ୍ଷ ୨୦ ହଜାର ଟଙ୍କା ଜୋରିମାନା। ଭୁବନେଶ୍ୱର,୧୩।୧(ସଂଚାର ବ୍ୟୁରୋ): ଆଇନ ଶୃଙ୍ଖଳା ରକ୍ଷା ଛାଡ଼ି ପୁଲିସ ଏବେ ସଡ଼କ ସୁରକ୍ଷା	[606, 1025, 784, 1241]
kicker-chips: ଚିପ୍ସ ପ୍ୟାକେଟ୍ ଖେଳଣା ହେଲା କାଳ	[22, 311, 270, 334]
date-odia: ବୁଧବାର ୧୪ ଜାନୁଆରୀ ୨୦୨୬	[110, 54, 200, 63]
body-bjd: ଭୁବନେଶ୍ୱର,୧୩।୧(ସଂଚାର ବ୍ୟୁରୋ): ରାଜ୍ୟରେ ଧାନ କିଣାକୁ ନେଇ ଅବ୍ୟବସ୍ଥା ଦେଖାଦେଇଛି ବୋଲି ବିଜେଡି ଅଭିଯୋଗ କରିଛି। ଚାଷୀମାନେ ମଣ୍ଡିରେ ଧାନ ବିକିବାକୁ ନେଇ ହଇରାଣ ହେଉଛନ୍ତି। ସରକାର ଏ ଦିଗରେ ତୁରନ୍ତ ପଦକ୍ଷେପ ନେବା ଆବଶ୍ୟକ। ଭୁବନେଶ୍ୱର,୧୩।୧(ସଂଚାର ବ୍ୟୁରୋ): ରାଜ୍ୟରେ ଧାନ କିଣାକୁ ନେଇ ଅବ୍ୟବସ୍ଥା ଦେଖାଦେଇଛି ବୋଲି ବିଜେଡି ଅଭିଯୋଗ କରିଛି। ଚାଷୀମାନେ ମଣ୍ଡିରେ ଧାନ ବିକିବାକୁ ନେଇ ହଇରାଣ ହେଉଛନ୍ତି। ସରକାର ଏ ଦିଗରେ ତୁରନ୍ତ ପଦକ୍ଷେପ ନେବା ଆବଶ୍ୟକ। ଭୁବନେଶ୍ୱର,୧୩।୧(ସଂଚାର ବ୍ୟୁରୋ): ରାଜ୍ୟରେ ଧାନ କିଣାକୁ ନେଇ ଅବ୍ୟବସ୍ଥା ଦେଖାଦେଇଛି ବୋଲି ବିଜେଡି ଅଭିଯୋଗ କରି	[22, 193, 154, 300]
page-number: ୩	[752, 37, 784, 81]
headline-kite: ଆଜି କାଇଟ୍ ଶୋ', ୧୫ରେ ପ୍ରତିଯୋଗିତା	[282, 336, 517, 392]
bjd-col-2	[160, 138, 312, 300]
logo-text: ସଂଚାର	[22, 39, 103, 79]
body-rajkumar-4: ଭୁବନେଶ୍ୱର,୧୩।୧(ସଂଚାର ବ୍ୟୁରୋ): ମହାତ୍ମା ଗାନ୍ଧୀ ଜାତୀୟ ଗ୍ରାମୀଣ ନିଯୁକ୍ତି ଯୋଜନା ବଦଳରେ ଆସିଥିବା ନୂଆ ଯୋଜନାକୁ ନେଇ ରାଜ୍ୟସ୍ତରୀୟ କର୍ମଶାଳା ଅନୁଷ୍ଠିତ ହୋଇଯାଇଛି। ଏଥିରେ କେନ୍ଦ୍ର ଓ ରାଜ୍ୟ ମଧ୍ୟରେ ସମନ୍ୱୟ ବଢ଼ିବ ବୋଲି କୁହାଯାଇଛି। ଭୁବନେଶ୍ୱର,୧୩।୧(ସଂଚାର ବ୍ୟୁର	[640, 253, 784, 297]
article-paddy	[406, 833, 784, 1005]
headline-rajkumar: କେନ୍ଦ୍ର ଓ ରାଜ୍ୟ ମଧ୍ୟରେ ବଢ଼ିବ ସମନ୍ୱୟ: ରାଜକୁମାର	[322, 118, 734, 174]
body-bail: ବ୍ରହ୍ମପୁର,୧୩।୧(ସଂଚାର ବ୍ୟୁରୋ): ଆଲୋଚିତ ମାମଲାରେ ୬ ଅଭିଯୁକ୍ତଙ୍କ ଜାମିନ ଆବେଦନ ଖାରଜ ହୋଇଛି। ଏହି ଅଭିଯୁକ୍ତମାନଙ୍କ ଜାମିନ ଆବେଦନକୁ ଏସଡିଜେଏମ କୋର୍ଟ ଖାରଜ କରିଛନ୍ତି। ବ୍ରହ୍ମପୁର,୧୩।୧(ସଂଚାର ବ୍ୟୁରୋ): ଆଲୋଚିତ ମାମଲାରେ ୬ ଅଭିଯୁକ୍ତଙ୍କ ଜାମିନ ଆବେଦନ ଖାରଜ ହୋଇଛି। ଏହି ଅଭିଯୁକ୍ତମାନଙ୍କ ଜାମିନ ଆବେଦନକୁ ଏସଡିଜେଏମ କୋର୍ଟ ଖାରଜ କରିଛନ୍ତି। ବ୍ରହ୍ମପୁର,୧୩।୧(ସଂଚାର ବ୍ୟୁରୋ): ଆଲୋଚିତ ମାମଲାରେ ୬ ଅଭିଯୁକ୍ତଙ୍କ ଜାମିନ ଆବେଦନ ଖାରଜ ହୋଇଛି। ଏହି ଅଭିଯୁକ୍ତମାନଙ୍କ ଜାମିନ ଆବେଦନକୁ ଏସଡିଜେଏମ କୋର୍ଟ ଖାରଜ କରିଛନ୍ତି। ବ୍ରହ୍ମପୁର,୧୩।୧(ସଂଚାର ବ୍ୟୁରୋ): ଆଲୋଚିତ ମାମଲାରେ ୬ ଅଭିଯୁକ୍ତଙ୍କ ଜାମିନ ଆବେଦନ ଖାରଜ ହୋଇଛି। ଏହି ଅଭିଯୁକ୍ତମାନଙ୍କ ଜାମିନ ଆବେଦନକୁ ଏସଡିଜେଏମ କୋର୍ଟ ଖାରଜ କରିଛନ୍ତି। ବ୍ରହ୍ମପୁର,୧୩।୧(ସଂଚାର ବ୍ୟୁରୋ): ଆଲୋଚିତ ମାମଲାରେ ୬ ଅଭିଯୁକ୍ତଙ୍କ ଜାମିନ ଆବେଦନ ଖାରଜ ହୋଇଛି। ଏହି ଅଭିଯୁକ୍ତମାନଙ୍କ ଜାମିନ ଆବେଦନକୁ ଏସଡିଜେଏମ କୋର୍ଟ ଖାରଜ କରିଛନ୍ତି। ବ୍ରହ୍ମପୁର,୧୩।୧(ସଂଚାର ବ୍ୟୁରୋ): ଆଲୋଚିତ ମାମଲାରେ ୬ ଅଭିଯୁକ୍ତଙ୍କ ଜାମିନ ଆବେଦନ ଖାରଜ ହୋଇଛି। ଏହି ଅଭିଯୁକ୍ତମାନଙ୍କ ଜାମିନ ଆବେଦନକୁ ଏସଡିଜେଏମ କୋର୍ଟ ଖାରଜ କରିଛନ୍ତି। ବ୍ରହ୍ମପୁର,୧୩।୧(ସଂଚାର ବ୍ୟୁରୋ): ଆଲୋଚିତ ମାମଲାରେ ୬	[26, 1043, 174, 1233]
body-assembly: ଭୁବନେଶ୍ୱର,୧୩।୧: ପୃଥକ ଓଡ଼ିଶା ପ୍ରଦେଶ ଗଠନ ପରେ ବିଧାନସଭା ଭବନ ଚତୁର୍ଥ ଥର ପାଇଁ ନୂଆ ହେବ। ପ୍ରାକ୍‌-ସ୍ୱାଧୀନତା କାଳରେ କଟକରେ ବିଧାନସଭା ବସୁଥିଲା। ପରେ ଭୁବନେଶ୍ୱରକୁ ସ୍ଥାନାନ୍ତରିତ ହୋଇଥିଲା। ଭୁବନେଶ୍ୱର,୧୩।୧: ପୃଥକ ଓଡ଼ିଶା ପ୍ରଦେଶ ଗଠନ ପରେ ବିଧାନସଭା ଭବନ ଚତୁର୍ଥ ଥର ପାଇଁ ନୂଆ ହେବ। ପ୍ରାକ୍‌-ସ୍ୱାଧୀନତା କାଳରେ କଟକରେ ବିଧାନସଭା ବସୁଥିଲା। ପରେ ଭୁବନେଶ୍ୱରକୁ ସ୍ଥାନାନ୍ତରିତ ହୋଇଥିଲା। ଭୁବନେଶ୍ୱର,୧୩।୧: ପୃଥକ ଓଡ଼ିଶା ପ୍ରଦେଶ ଗଠନ ପରେ ବିଧାନସଭା ଭବନ ଚତୁର୍ଥ ଥର ପାଇଁ ନୂଆ ହେବ। ପ୍ରାକ୍‌-ସ୍ୱାଧୀନତା କାଳରେ କଟକରେ ବିଧାନସଭା ବସୁଥିଲା। ପରେ ଭୁବ	[186, 1043, 264, 1233]
assembly-col	[519, 1043, 596, 1241]
headline-police: ଆଇନ ଶୃଙ୍ଖଳା ଛାଡ଼ି ଗାଡ଼ି ପଛରେ ପୁଲିସ	[606, 1010, 761, 1021]
headline-labour: ୧୭ରେ ଶ୍ରମ କୋଡ୍ ବିରୁଦ୍ଧରେ ରାଜ୍ୟ ସମ୍ମିଳନୀ	[610, 314, 763, 339]
paddy-col-3	[692, 877, 784, 1005]
body-mardaraj-2: ଭୁବନେଶ୍ୱର,୧୩।୧(ସଂଚାର ବ୍ୟୁରୋ): ସ୍ୱତନ୍ତ୍ର ଉତ୍କଳ ପ୍ରଦେଶ ଗଠନରେ ରାଜା ରାମଚନ୍ଦ୍ର ମର୍ଦ୍ଦରାଜଙ୍କ ଅବଦାନ ଅବିସ୍ମରଣୀୟ ବୋଲି ବକ୍ତାମାନେ କହିଛନ୍ତି। ରାଜ୍ୟସ୍ତରୀୟ ଜୟନ୍ତୀ ଉତ୍ସବରେ ବହୁ ବିଶିଷ୍ଟ ବ୍ୟକ୍ତି ଯୋଗ ଦେଇଥିଲେ। ଭୁବନେଶ୍ୱର,୧୩।୧(ସଂଚାର ବ୍ୟୁରୋ): ସ୍ୱତନ୍ତ୍ର ଉତ୍କଳ ପ୍ରଦେଶ ଗଠନରେ ରାଜା ରାମଚନ୍ଦ୍ର ମର୍ଦ୍ଦରାଜଙ୍କ ଅବଦାନ ଅବିସ୍ମରଣୀୟ ବୋଲି ବକ୍ତାମାନେ କହିଛନ୍ତି। ରାଜ୍ୟସ୍ତରୀୟ ଜୟନ୍ତୀ ଉତ୍ସବରେ ବହୁ ବିଶିଷ୍ଟ ବ୍ୟକ୍ତି ଯୋଗ ଦେଇଥିଲେ। ଭୁବନେଶ୍ୱର,୧୩।୧(ସଂଚାର ବ୍ୟୁରୋ): ସ୍ୱତନ୍ତ୍ର ଉତ୍କଳ ପ୍ରଦେଶ ଗଠନରେ ରାଜା ରାମଚନ୍ଦ୍ର ମର୍ଦ୍ଦରାଜଙ୍କ ଅବଦାନ ଅବିସ୍ମରଣୀୟ ବୋଲି ବକ୍ତାମାନେ କହିଛନ୍ତି। ରାଜ୍ୟସ୍ତରୀୟ ଜୟନ୍ତୀ ଉତ୍ସବରେ ବହୁ ବିଶିଷ୍ଟ ବ୍ୟକ୍ତି ଯୋଗ ଦେଇଥିଲେ। ଭୁବନେଶ୍ୱର,୧୩।୧(ସଂଚାର ବ୍ୟୁରୋ): ସ୍ୱତନ୍ତ୍ର ଉତ୍କଳ ପ୍ରଦେଶ ଗଠନରେ ରାଜା ରାମଚନ୍	[482, 665, 606, 818]
article-police	[606, 1010, 784, 1241]
assembly-col	[186, 1043, 263, 1241]
city-odia-badge: ଭୁବନେଶ୍ୱର	[207, 52, 258, 66]
kite-col-1	[282, 395, 442, 587]
tag-contractor: ଠିକାଦାରଙ୍କ ଲୋକଙ୍କ କାଣ୍ଡରେ	[22, 599, 136, 613]
paddy-head-row	[406, 833, 784, 874]
fire-col-1	[186, 875, 290, 1005]
photo-kisan-press	[502, 877, 686, 941]
photo-workshop	[479, 177, 634, 237]
photo-injured-child	[22, 379, 140, 459]
photo-bjd-press	[22, 138, 154, 188]
article-labour	[610, 314, 784, 586]
section-divider	[22, 305, 784, 306]
box-minister: ଗାଁ ଗାଁରେ ପଢ଼ାଇବ ମକର ପର୍ବ ଖୁସି: ମନ୍ତ୍ରୀ	[448, 475, 600, 491]
assembly-col	[352, 1043, 429, 1241]
article-rajkumar	[318, 96, 784, 302]
kicker-mardaraj: ରାଜା ରାମଚନ୍ଦ୍ର ମର୍ଦ୍ଦରାଜଙ୍କ ରାଜ୍ୟସ୍ତରୀୟ ଜୟନ୍ତୀ	[182, 596, 606, 610]
photo-poster	[26, 644, 92, 742]
tag-murder-case: ପାଠଦାନ ପଞ୍ଜା ହତ୍ୟା ମାମଲା	[22, 1009, 124, 1023]
body-assembly-3: ଭୁବନେଶ୍ୱର,୧୩।୧: ପୃଥକ ଓଡ଼ିଶା ପ୍ରଦେଶ ଗଠନ ପରେ ବିଧାନସଭା ଭବନ ଚତୁର୍ଥ ଥର ପାଇଁ ନୂଆ ହେବ। ପ୍ରାକ୍‌-ସ୍ୱାଧୀନତା କାଳରେ କଟକରେ ବିଧାନସଭା ବସୁଥିଲା। ପରେ ଭୁବନେଶ୍ୱରକୁ ସ୍ଥାନାନ୍ତରିତ ହୋଇଥିଲା। ଭୁବନେଶ୍ୱର,୧୩।୧: ପୃଥକ ଓଡ଼ିଶା ପ୍ରଦେଶ ଗଠନ ପରେ ବିଧାନସଭା ଭବନ ଚତୁର୍ଥ ଥର ପାଇଁ ନୂଆ ହେବ। ପ୍ରାକ୍‌-ସ୍ୱାଧୀନତା କାଳରେ କଟକରେ ବିଧାନସଭା ବସୁଥିଲା। ପରେ ଭୁବନେଶ୍ୱରକୁ ସ୍ଥାନାନ୍ତରିତ ହୋଇଥିଲା। ଭୁବନେଶ୍ୱର,୧୩।୧: ପୃଥକ ଓଡ଼ିଶା ପ୍ରଦେଶ ଗଠନ ପରେ ବିଧାନସଭା ଭବନ ଚତୁର୍ଥ ଥର ପାଇଁ ନୂଆ ହେବ। ପ୍ରାକ୍‌-ସ୍ୱାଧୀନତା କାଳରେ କଟକରେ ବିଧାନସଭା ବସୁଥିଲା। ପରେ ଭୁବ	[352, 1043, 430, 1233]
tag-kisan-congress: କିଷାନ୍ କଂଗ୍ରେସର ଅଭିଯୋଗ	[416, 843, 470, 864]
body-rajkumar-3: ଭୁବନେଶ୍ୱର,୧୩।୧(ସଂଚାର ବ୍ୟୁରୋ): ମହାତ୍ମା ଗାନ୍ଧୀ ଜାତୀୟ ଗ୍ରାମୀଣ ନିଯୁକ୍ତି ଯୋଜନା ବଦଳରେ ଆସିଥିବା ନୂଆ ଯୋଜନାକୁ ନେଇ ରାଜ୍ୟସ୍ତରୀୟ କର୍ମଶାଳା ଅନୁଷ୍ଠିତ ହୋଇଯାଇଛି। ଏଥିରେ କେନ୍ଦ୍ର ଓ ରାଜ୍ୟ ମଧ୍ୟରେ ସମନ୍ୱୟ ବଢ଼ିବ ବୋଲି କୁହାଯାଇଛି। ଭୁବନେଶ୍ୱର,୧୩।୧(ସଂଚାର ବ୍ୟୁର	[640, 178, 784, 222]
photo-youth-day	[612, 621, 784, 709]
assembly-col	[269, 1043, 346, 1241]
headline-truck: ଟ୍ରକ୍ ଚାପାରେ ମହିଳା ମୃତ	[40, 882, 160, 896]
article-assembly	[186, 1010, 596, 1241]
section-divider	[182, 1007, 784, 1008]
